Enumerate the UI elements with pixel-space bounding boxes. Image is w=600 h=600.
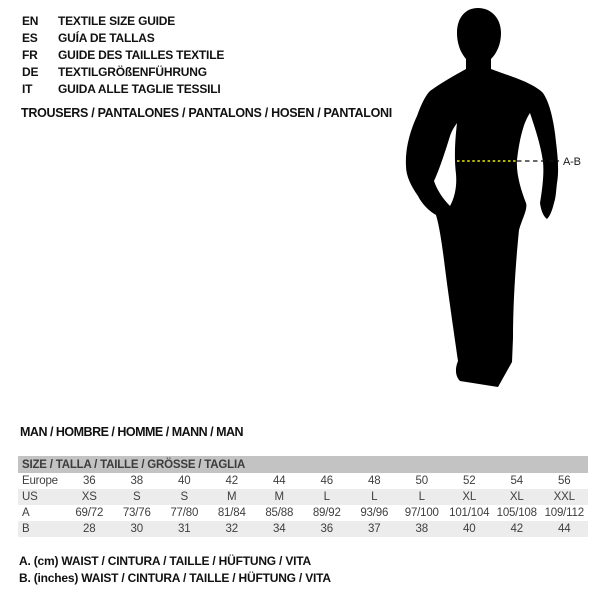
gender-heading: MAN / HOMBRE / HOMME / MANN / MAN	[20, 425, 244, 439]
size-cell: S	[133, 491, 141, 503]
language-row-de	[22, 64, 224, 81]
size-table-row-europe	[18, 473, 588, 489]
language-code: ES	[22, 31, 38, 45]
size-cell: 46	[320, 475, 333, 487]
size-cell: 97/100	[404, 507, 439, 519]
language-code: FR	[22, 48, 38, 62]
language-row-en	[22, 13, 224, 30]
size-cell: 44	[273, 475, 286, 487]
size-table-row-a	[18, 505, 588, 521]
language-label: GUIDA ALLE TAGLIE TESSILI	[58, 82, 221, 96]
size-cell: 105/108	[496, 507, 537, 519]
size-cell: 85/88	[265, 507, 294, 519]
size-cell: 93/96	[360, 507, 389, 519]
language-row-it	[22, 81, 224, 98]
size-cell: 81/84	[217, 507, 246, 519]
man-silhouette-shape	[406, 8, 558, 387]
size-cell: 40	[178, 475, 191, 487]
size-table	[18, 456, 588, 537]
size-row-label: Europe	[22, 475, 58, 487]
language-label: GUIDE DES TAILLES TEXTILE	[58, 48, 225, 62]
size-table-body	[18, 473, 588, 537]
size-cell: 73/76	[122, 507, 151, 519]
size-cell: S	[180, 491, 188, 503]
size-cell: 30	[130, 523, 143, 535]
size-cell: 109/112	[544, 507, 584, 519]
size-cell: 28	[83, 523, 96, 535]
size-cell: 52	[463, 475, 476, 487]
size-cell: 101/104	[449, 507, 490, 519]
size-row-label: US	[22, 491, 38, 503]
language-list	[22, 13, 224, 98]
size-cell: XS	[81, 491, 97, 503]
size-cell: 36	[83, 475, 96, 487]
language-row-fr	[22, 47, 224, 64]
size-cell: M	[227, 491, 237, 503]
language-label: TEXTILGRÖßENFÜHRUNG	[58, 65, 207, 79]
language-code: DE	[22, 65, 39, 79]
size-table-row-us	[18, 489, 588, 505]
size-cell: 77/80	[170, 507, 199, 519]
size-table-header: SIZE / TALLA / TAILLE / GRÖSSE / TAGLIA	[18, 456, 588, 473]
size-cell: 42	[225, 475, 238, 487]
size-row-label: B	[22, 523, 30, 535]
measurement-notes	[19, 553, 331, 587]
product-heading: TROUSERS / PANTALONES / PANTALONS / HOSEN / PANTALONI	[21, 106, 392, 120]
size-cell: L	[371, 491, 378, 503]
size-cell: 32	[225, 523, 238, 535]
size-cell: 40	[463, 523, 476, 535]
size-cell: 56	[558, 475, 571, 487]
size-cell: 36	[320, 523, 333, 535]
size-row-label: A	[22, 507, 30, 519]
measure-label: A-B	[563, 156, 581, 168]
language-row-es	[22, 30, 224, 47]
size-cell: 42	[510, 523, 523, 535]
size-table-row-b	[18, 521, 588, 537]
size-cell: 54	[510, 475, 523, 487]
note-waist-cm: A. (cm) WAIST / CINTURA / TAILLE / HÜFTUNG / VITA	[19, 554, 311, 568]
size-table-header-row	[18, 456, 588, 473]
size-cell: 34	[273, 523, 286, 535]
man-silhouette-figure	[400, 0, 600, 400]
size-cell: 38	[130, 475, 143, 487]
size-cell: 50	[415, 475, 428, 487]
language-label: TEXTILE SIZE GUIDE	[58, 14, 176, 28]
size-cell: 69/72	[75, 507, 104, 519]
note-waist-inches: B. (inches) WAIST / CINTURA / TAILLE / HÜFTUNG / VITA	[19, 571, 331, 585]
size-cell: XXL	[553, 491, 575, 503]
size-cell: L	[323, 491, 330, 503]
size-cell: 37	[368, 523, 381, 535]
language-code: EN	[22, 14, 39, 28]
size-cell: M	[274, 491, 284, 503]
size-cell: 48	[368, 475, 381, 487]
size-cell: XL	[509, 491, 524, 503]
size-cell: L	[418, 491, 425, 503]
language-label: GUÍA DE TALLAS	[58, 31, 155, 45]
size-cell: 44	[558, 523, 571, 535]
size-cell: 38	[415, 523, 428, 535]
size-cell: XL	[462, 491, 477, 503]
size-cell: 31	[178, 523, 191, 535]
size-cell: 89/92	[312, 507, 341, 519]
language-code: IT	[22, 82, 33, 96]
